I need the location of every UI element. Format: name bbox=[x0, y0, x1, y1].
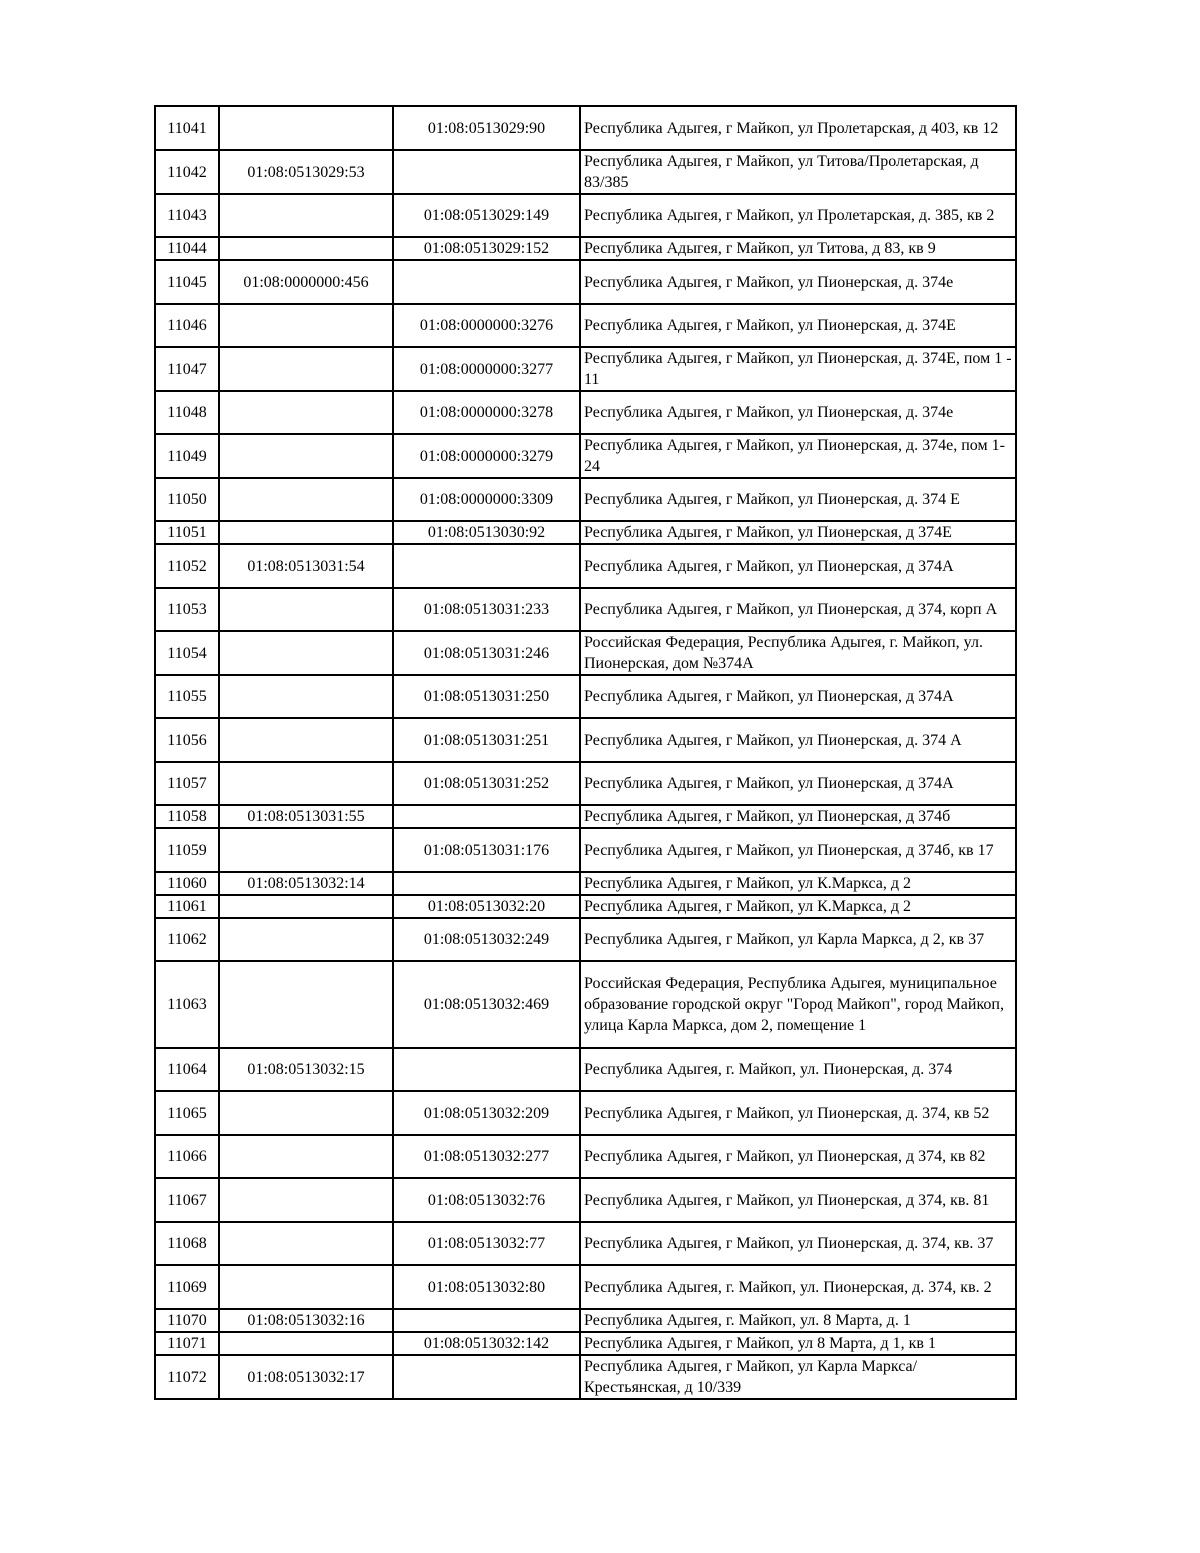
row-number-cell: 11045 bbox=[155, 260, 219, 304]
object-number-cell: 01:08:0000000:3277 bbox=[393, 347, 580, 391]
address-cell: Республика Адыгея, г. Майкоп, ул. 8 Марта, д. 1 bbox=[580, 1309, 1016, 1332]
table-row bbox=[155, 1048, 1016, 1091]
row-number-cell: 11072 bbox=[155, 1355, 219, 1399]
land-plot-number-cell bbox=[219, 106, 393, 150]
object-number-cell: 01:08:0513031:252 bbox=[393, 762, 580, 805]
land-plot-number-cell bbox=[219, 478, 393, 521]
address-cell: Республика Адыгея, г Майкоп, ул Пионерская, д 374А bbox=[580, 544, 1016, 588]
table-row bbox=[155, 805, 1016, 828]
object-number-cell: 01:08:0513029:90 bbox=[393, 106, 580, 150]
row-number-cell: 11070 bbox=[155, 1309, 219, 1332]
table-row bbox=[155, 150, 1016, 194]
row-number-cell: 11043 bbox=[155, 194, 219, 237]
land-plot-number-cell bbox=[219, 918, 393, 961]
table-row bbox=[155, 1355, 1016, 1399]
address-cell: Республика Адыгея, г Майкоп, ул Пионерская, д 374б, кв 17 bbox=[580, 828, 1016, 872]
table-row bbox=[155, 872, 1016, 895]
row-number-cell: 11046 bbox=[155, 304, 219, 347]
land-plot-number-cell bbox=[219, 391, 393, 434]
table-row bbox=[155, 304, 1016, 347]
land-plot-number-cell bbox=[219, 961, 393, 1048]
table-row bbox=[155, 631, 1016, 675]
row-number-cell: 11058 bbox=[155, 805, 219, 828]
row-number-cell: 11064 bbox=[155, 1048, 219, 1091]
object-number-cell bbox=[393, 872, 580, 895]
object-number-cell: 01:08:0513032:20 bbox=[393, 895, 580, 918]
row-number-cell: 11065 bbox=[155, 1091, 219, 1135]
table-row bbox=[155, 260, 1016, 304]
land-plot-number-cell bbox=[219, 347, 393, 391]
land-plot-number-cell bbox=[219, 588, 393, 631]
row-number-cell: 11059 bbox=[155, 828, 219, 872]
address-cell: Республика Адыгея, г Майкоп, ул Пионерская, д 374А bbox=[580, 762, 1016, 805]
object-number-cell bbox=[393, 1355, 580, 1399]
object-number-cell bbox=[393, 544, 580, 588]
land-plot-number-cell bbox=[219, 1178, 393, 1222]
registry-table bbox=[154, 105, 1017, 1400]
address-cell: Республика Адыгея, г Майкоп, ул Пионерская, д 374б bbox=[580, 805, 1016, 828]
address-cell: Республика Адыгея, г Майкоп, ул Пионерская, д 374, кв 82 bbox=[580, 1135, 1016, 1178]
object-number-cell: 01:08:0000000:3276 bbox=[393, 304, 580, 347]
object-number-cell bbox=[393, 260, 580, 304]
object-number-cell: 01:08:0513032:277 bbox=[393, 1135, 580, 1178]
land-plot-number-cell: 01:08:0513032:17 bbox=[219, 1355, 393, 1399]
row-number-cell: 11044 bbox=[155, 237, 219, 260]
table-row bbox=[155, 434, 1016, 478]
row-number-cell: 11069 bbox=[155, 1265, 219, 1309]
table-row bbox=[155, 895, 1016, 918]
row-number-cell: 11053 bbox=[155, 588, 219, 631]
table-row bbox=[155, 106, 1016, 150]
land-plot-number-cell bbox=[219, 1265, 393, 1309]
object-number-cell bbox=[393, 1309, 580, 1332]
land-plot-number-cell bbox=[219, 762, 393, 805]
row-number-cell: 11060 bbox=[155, 872, 219, 895]
land-plot-number-cell: 01:08:0513032:14 bbox=[219, 872, 393, 895]
row-number-cell: 11055 bbox=[155, 675, 219, 718]
table-row bbox=[155, 762, 1016, 805]
address-cell: Республика Адыгея, г Майкоп, ул Пионерская, д. 374, кв 52 bbox=[580, 1091, 1016, 1135]
table-row bbox=[155, 1135, 1016, 1178]
object-number-cell bbox=[393, 1048, 580, 1091]
table-row bbox=[155, 828, 1016, 872]
object-number-cell: 01:08:0513032:209 bbox=[393, 1091, 580, 1135]
address-cell: Республика Адыгея, г Майкоп, ул Пионерская, д 374Е bbox=[580, 521, 1016, 544]
row-number-cell: 11071 bbox=[155, 1332, 219, 1355]
object-number-cell: 01:08:0513031:246 bbox=[393, 631, 580, 675]
object-number-cell bbox=[393, 150, 580, 194]
object-number-cell: 01:08:0513032:80 bbox=[393, 1265, 580, 1309]
object-number-cell: 01:08:0000000:3309 bbox=[393, 478, 580, 521]
land-plot-number-cell bbox=[219, 194, 393, 237]
row-number-cell: 11066 bbox=[155, 1135, 219, 1178]
land-plot-number-cell: 01:08:0513031:55 bbox=[219, 805, 393, 828]
land-plot-number-cell bbox=[219, 675, 393, 718]
table-row bbox=[155, 544, 1016, 588]
object-number-cell: 01:08:0513032:249 bbox=[393, 918, 580, 961]
table-row bbox=[155, 961, 1016, 1048]
object-number-cell: 01:08:0513031:250 bbox=[393, 675, 580, 718]
object-number-cell: 01:08:0513031:233 bbox=[393, 588, 580, 631]
row-number-cell: 11062 bbox=[155, 918, 219, 961]
address-cell: Республика Адыгея, г Майкоп, ул Пионерская, д. 374 А bbox=[580, 718, 1016, 762]
table-row bbox=[155, 1222, 1016, 1265]
land-plot-number-cell bbox=[219, 1222, 393, 1265]
address-cell: Республика Адыгея, г. Майкоп, ул. Пионерская, д. 374, кв. 2 bbox=[580, 1265, 1016, 1309]
row-number-cell: 11068 bbox=[155, 1222, 219, 1265]
address-cell: Республика Адыгея, г Майкоп, ул Пролетарская, д. 385, кв 2 bbox=[580, 194, 1016, 237]
row-number-cell: 11052 bbox=[155, 544, 219, 588]
object-number-cell: 01:08:0000000:3278 bbox=[393, 391, 580, 434]
address-cell: Республика Адыгея, г Майкоп, ул Пионерская, д 374А bbox=[580, 675, 1016, 718]
address-cell: Республика Адыгея, г Майкоп, ул Пионерская, д 374, кв. 81 bbox=[580, 1178, 1016, 1222]
address-cell: Республика Адыгея, г Майкоп, ул Пионерская, д. 374е bbox=[580, 260, 1016, 304]
row-number-cell: 11047 bbox=[155, 347, 219, 391]
object-number-cell: 01:08:0513029:152 bbox=[393, 237, 580, 260]
object-number-cell: 01:08:0513032:77 bbox=[393, 1222, 580, 1265]
address-cell: Республика Адыгея, г Майкоп, ул Пионерская, д. 374е bbox=[580, 391, 1016, 434]
address-cell: Российская Федерация, Республика Адыгея, муниципальное образование городской округ "Город Майкоп", город Майкоп, улица Карла Маркса, дом 2, помещение 1 bbox=[580, 961, 1016, 1048]
address-cell: Республика Адыгея, г Майкоп, ул Титова, д 83, кв 9 bbox=[580, 237, 1016, 260]
address-cell: Республика Адыгея, г Майкоп, ул Титова/Пролетарская, д 83/385 bbox=[580, 150, 1016, 194]
object-number-cell: 01:08:0000000:3279 bbox=[393, 434, 580, 478]
table-row bbox=[155, 918, 1016, 961]
row-number-cell: 11041 bbox=[155, 106, 219, 150]
row-number-cell: 11049 bbox=[155, 434, 219, 478]
table-row bbox=[155, 588, 1016, 631]
address-cell: Республика Адыгея, г Майкоп, ул Пролетарская, д 403, кв 12 bbox=[580, 106, 1016, 150]
land-plot-number-cell: 01:08:0513031:54 bbox=[219, 544, 393, 588]
address-cell: Республика Адыгея, г. Майкоп, ул. Пионерская, д. 374 bbox=[580, 1048, 1016, 1091]
object-number-cell: 01:08:0513031:251 bbox=[393, 718, 580, 762]
object-number-cell: 01:08:0513032:142 bbox=[393, 1332, 580, 1355]
address-cell: Республика Адыгея, г Майкоп, ул К.Маркса, д 2 bbox=[580, 895, 1016, 918]
table-row bbox=[155, 1178, 1016, 1222]
table-row bbox=[155, 521, 1016, 544]
address-cell: Республика Адыгея, г Майкоп, ул Пионерская, д. 374Е bbox=[580, 304, 1016, 347]
table-row bbox=[155, 1309, 1016, 1332]
address-cell: Республика Адыгея, г Майкоп, ул Пионерская, д. 374Е, пом 1 - 11 bbox=[580, 347, 1016, 391]
land-plot-number-cell bbox=[219, 895, 393, 918]
row-number-cell: 11054 bbox=[155, 631, 219, 675]
land-plot-number-cell bbox=[219, 304, 393, 347]
address-cell: Республика Адыгея, г Майкоп, ул 8 Марта, д 1, кв 1 bbox=[580, 1332, 1016, 1355]
address-cell: Российская Федерация, Республика Адыгея, г. Майкоп, ул. Пионерская, дом №374А bbox=[580, 631, 1016, 675]
table-row bbox=[155, 1091, 1016, 1135]
land-plot-number-cell bbox=[219, 1332, 393, 1355]
table-row bbox=[155, 478, 1016, 521]
land-plot-number-cell bbox=[219, 1091, 393, 1135]
address-cell: Республика Адыгея, г Майкоп, ул К.Маркса, д 2 bbox=[580, 872, 1016, 895]
land-plot-number-cell bbox=[219, 631, 393, 675]
row-number-cell: 11061 bbox=[155, 895, 219, 918]
address-cell: Республика Адыгея, г Майкоп, ул Карла Маркса, д 2, кв 37 bbox=[580, 918, 1016, 961]
row-number-cell: 11050 bbox=[155, 478, 219, 521]
table-row bbox=[155, 1265, 1016, 1309]
address-cell: Республика Адыгея, г Майкоп, ул Карла Маркса/Крестьянская, д 10/339 bbox=[580, 1355, 1016, 1399]
land-plot-number-cell: 01:08:0513029:53 bbox=[219, 150, 393, 194]
land-plot-number-cell: 01:08:0000000:456 bbox=[219, 260, 393, 304]
row-number-cell: 11051 bbox=[155, 521, 219, 544]
land-plot-number-cell bbox=[219, 521, 393, 544]
object-number-cell: 01:08:0513032:469 bbox=[393, 961, 580, 1048]
registry-table-body bbox=[155, 106, 1016, 1399]
object-number-cell: 01:08:0513029:149 bbox=[393, 194, 580, 237]
land-plot-number-cell: 01:08:0513032:15 bbox=[219, 1048, 393, 1091]
object-number-cell bbox=[393, 805, 580, 828]
table-row bbox=[155, 1332, 1016, 1355]
object-number-cell: 01:08:0513031:176 bbox=[393, 828, 580, 872]
table-row bbox=[155, 675, 1016, 718]
row-number-cell: 11056 bbox=[155, 718, 219, 762]
table-row bbox=[155, 347, 1016, 391]
row-number-cell: 11067 bbox=[155, 1178, 219, 1222]
object-number-cell: 01:08:0513030:92 bbox=[393, 521, 580, 544]
land-plot-number-cell bbox=[219, 237, 393, 260]
address-cell: Республика Адыгея, г Майкоп, ул Пионерская, д. 374 Е bbox=[580, 478, 1016, 521]
row-number-cell: 11042 bbox=[155, 150, 219, 194]
address-cell: Республика Адыгея, г Майкоп, ул Пионерская, д 374, корп А bbox=[580, 588, 1016, 631]
row-number-cell: 11057 bbox=[155, 762, 219, 805]
land-plot-number-cell bbox=[219, 828, 393, 872]
row-number-cell: 11048 bbox=[155, 391, 219, 434]
table-row bbox=[155, 391, 1016, 434]
object-number-cell: 01:08:0513032:76 bbox=[393, 1178, 580, 1222]
address-cell: Республика Адыгея, г Майкоп, ул Пионерская, д. 374е, пом 1-24 bbox=[580, 434, 1016, 478]
land-plot-number-cell bbox=[219, 1135, 393, 1178]
land-plot-number-cell bbox=[219, 718, 393, 762]
address-cell: Республика Адыгея, г Майкоп, ул Пионерская, д. 374, кв. 37 bbox=[580, 1222, 1016, 1265]
table-row bbox=[155, 237, 1016, 260]
land-plot-number-cell: 01:08:0513032:16 bbox=[219, 1309, 393, 1332]
table-row bbox=[155, 718, 1016, 762]
row-number-cell: 11063 bbox=[155, 961, 219, 1048]
table-row bbox=[155, 194, 1016, 237]
land-plot-number-cell bbox=[219, 434, 393, 478]
